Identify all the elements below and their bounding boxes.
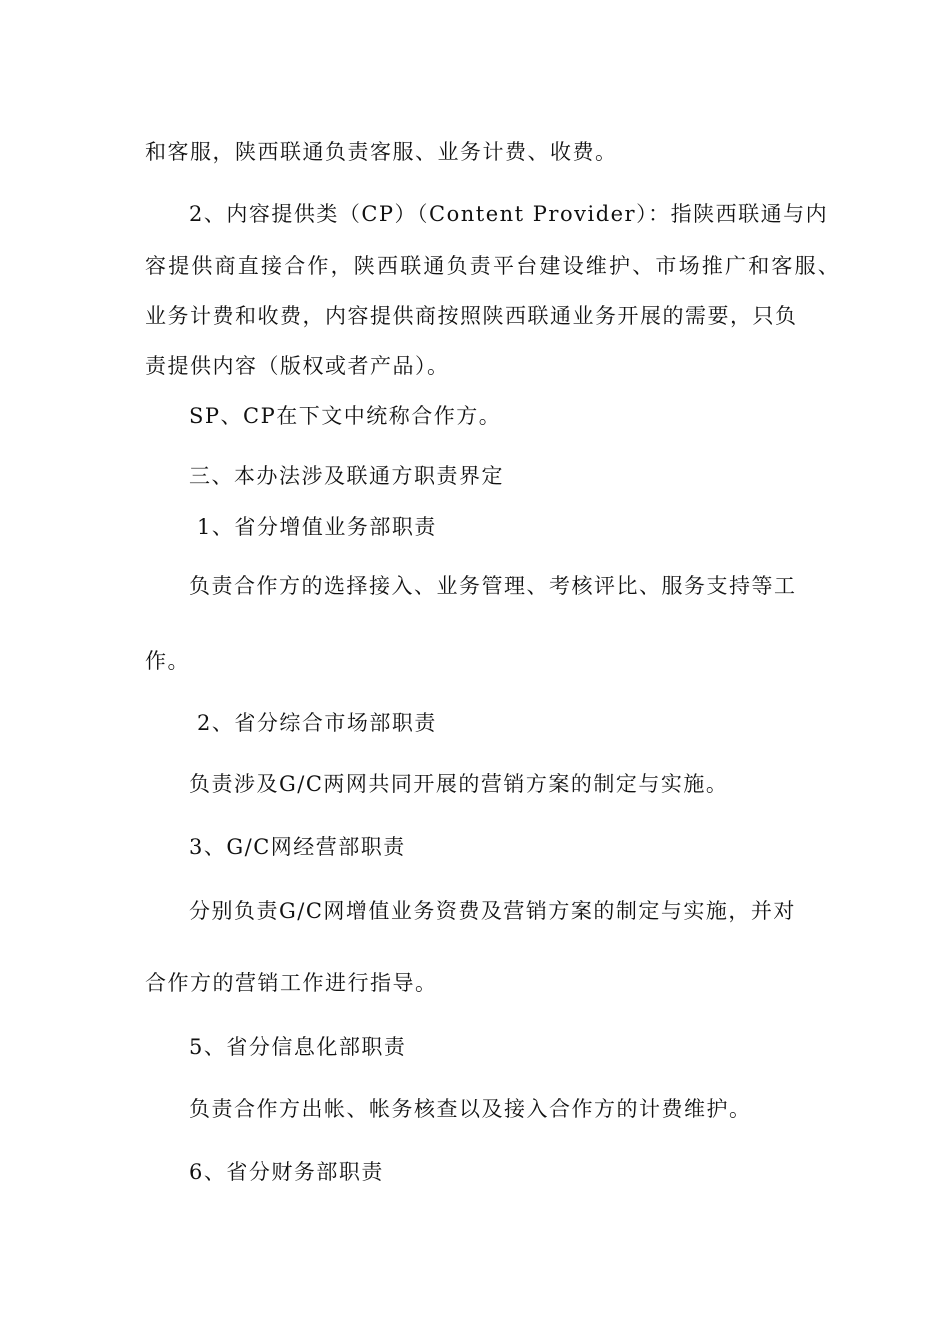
text-line-1: 和客服，陕西联通负责客服、业务计费、收费。 — [145, 140, 618, 164]
text-line-12: 负责涉及G/C两网共同开展的营销方案的制定与实施。 — [189, 772, 729, 796]
subheading-6: 6、省分财务部职责 — [189, 1160, 384, 1184]
subheading-1: 1、省分增值业务部职责 — [197, 515, 437, 539]
subheading-2: 2、省分综合市场部职责 — [197, 711, 437, 735]
text-line-5: 责提供内容（版权或者产品）。 — [145, 354, 450, 378]
section-heading-3: 三、本办法涉及联通方职责界定 — [189, 464, 504, 488]
text-line-15: 合作方的营销工作进行指导。 — [145, 971, 438, 995]
text-line-14: 分别负责G/C网增值业务资费及营销方案的制定与实施，并对 — [189, 899, 796, 923]
subheading-3: 3、G/C网经营部职责 — [189, 835, 406, 859]
subheading-5: 5、省分信息化部职责 — [189, 1035, 407, 1059]
text-line-4: 业务计费和收费，内容提供商按照陕西联通业务开展的需要，只负 — [145, 304, 798, 328]
text-line-6: SP、CP在下文中统称合作方。 — [189, 404, 502, 428]
text-line-10: 作。 — [145, 649, 190, 673]
text-line-2: 2、内容提供类（CP）（Content Provider）：指陕西联通与内 — [189, 202, 829, 226]
text-line-3: 容提供商直接合作，陕西联通负责平台建设维护、市场推广和客服、 — [145, 254, 841, 278]
text-line-9: 负责合作方的选择接入、业务管理、考核评比、服务支持等工 — [189, 574, 797, 598]
text-line-17: 负责合作方出帐、帐务核查以及接入合作方的计费维护。 — [189, 1097, 752, 1121]
